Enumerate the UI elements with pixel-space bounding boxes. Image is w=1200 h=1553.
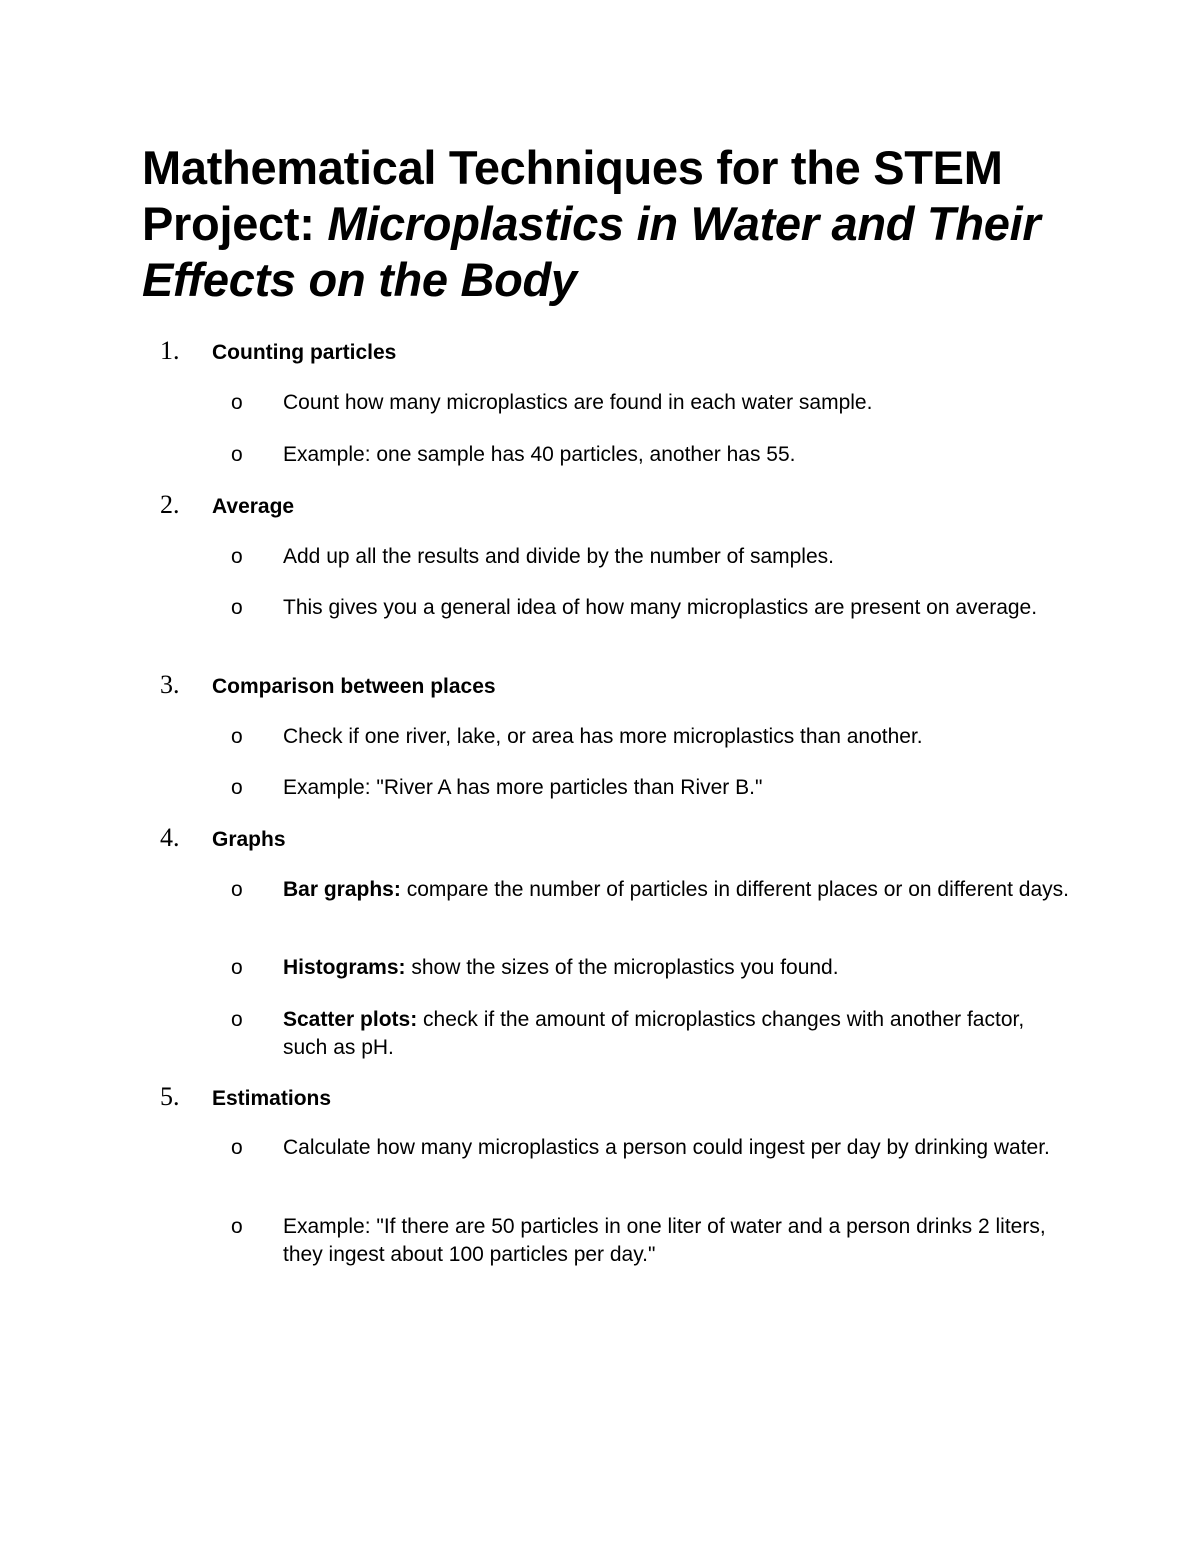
bullet-text: Example: one sample has 40 particles, another has 55. <box>283 443 796 466</box>
bullet-marker: o <box>231 1215 243 1238</box>
bullet-marker: o <box>231 391 243 414</box>
bullet-text: This gives you a general idea of how many microplastics are present on average. <box>283 596 1038 619</box>
bullet-marker: o <box>231 1136 243 1159</box>
bullet-text: Calculate how many microplastics a person could ingest per day by drinking water. <box>283 1136 1050 1159</box>
bullet-marker: o <box>231 596 243 619</box>
bullet-text <box>283 954 1073 982</box>
bullet-text: Check if one river, lake, or area has more microplastics than another. <box>283 725 923 748</box>
bullet-marker: o <box>231 878 243 901</box>
title-plain-part: Mathematical Techniques for the STEM Project: <box>142 141 1003 250</box>
bullet-text: Add up all the results and divide by the number of samples. <box>283 545 834 568</box>
bullet-bold-label: Scatter plots: <box>283 1008 418 1031</box>
section-number: 2. <box>160 490 180 519</box>
bullet-bold-label: Bar graphs: <box>283 878 401 901</box>
bullet-text: Example: "If there are 50 particles in one liter of water and a person drinks 2 liters, they ingest about 100 particles per day." <box>283 1215 1046 1266</box>
section-heading: Counting particles <box>212 341 397 364</box>
bullet-marker: o <box>231 956 243 979</box>
bullet-marker: o <box>231 1008 243 1031</box>
bullet-text <box>283 876 1073 904</box>
bullet-text <box>283 1006 1073 1062</box>
bullet-text: Example: "River A has more particles than River B." <box>283 776 763 799</box>
section-number: 3. <box>160 670 180 699</box>
bullet-text: Count how many microplastics are found in each water sample. <box>283 391 873 414</box>
section-heading: Graphs <box>212 828 286 851</box>
bullet-body: show the sizes of the microplastics you found. <box>405 956 839 979</box>
section-heading: Average <box>212 495 295 518</box>
bullet-marker: o <box>231 776 243 799</box>
section-number: 4. <box>160 823 180 852</box>
bullet-body: check if the amount of microplastics changes with another factor, such as pH. <box>283 1008 1025 1059</box>
bullet-marker: o <box>231 725 243 748</box>
bullet-body: compare the number of particles in different places or on different days. <box>400 878 1069 901</box>
title-italic-part: Microplastics in Water and Their Effects on the Body <box>142 197 1041 306</box>
section-heading: Estimations <box>212 1087 332 1110</box>
section-heading: Comparison between places <box>212 675 496 698</box>
bullet-marker: o <box>231 545 243 568</box>
document-title <box>142 140 1092 308</box>
section-number: 1. <box>160 336 180 365</box>
bullet-marker: o <box>231 443 243 466</box>
section-number: 5. <box>160 1082 180 1111</box>
bullet-bold-label: Histograms: <box>283 956 406 979</box>
